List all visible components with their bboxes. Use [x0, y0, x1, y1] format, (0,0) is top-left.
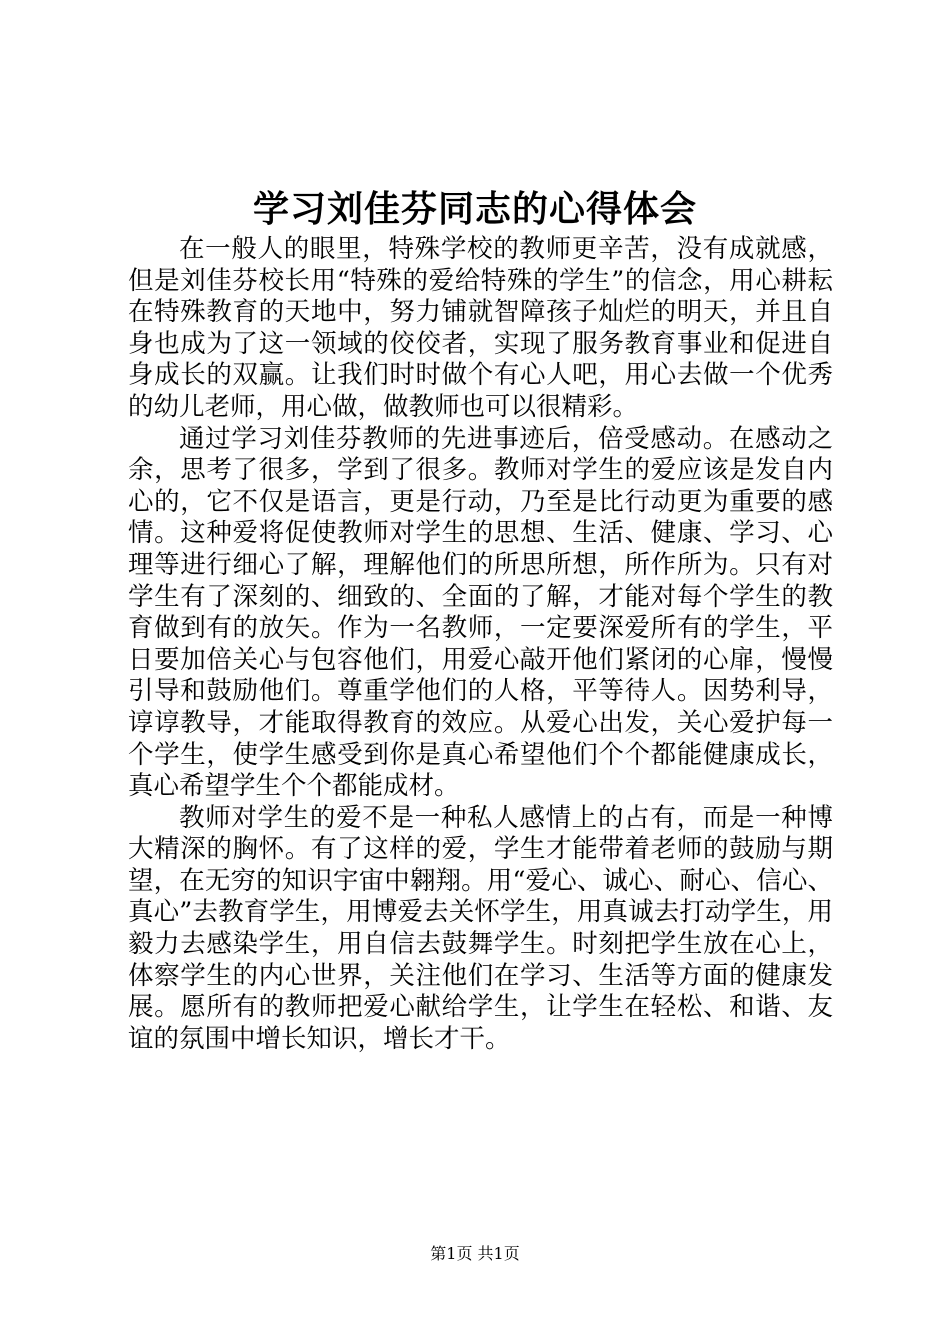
- paragraph-1: 在一般人的眼里，特殊学校的教师更辛苦，没有成就感，但是刘佳芬校长用“特殊的爱给特殊的学生”的信念，用心耕耘在特殊教育的天地中，努力铺就智障孩子灿烂的明天，并且自身也成为了这一领域的佼佼者，实现了服务教育事业和促进自身成长的双赢。让我们时时做个有心人吧，用心去做一个优秀的幼儿老师，用心做，做教师也可以很精彩。: [128, 234, 833, 422]
- paragraph-2: 通过学习刘佳芬教师的先进事迹后，倍受感动。在感动之余，思考了很多，学到了很多。教师对学生的爱应该是发自内心的，它不仅是语言，更是行动，乃至是比行动更为重要的感情。这种爱将促使教师对学生的思想、生活、健康、学习、心理等进行细心了解，理解他们的所思所想，所作所为。只有对学生有了深刻的、细致的、全面的了解，才能对每个学生的教育做到有的放矢。作为一名教师，一定要深爱所有的学生，平日要加倍关心与包容他们，用爱心敲开他们紧闭的心扉，慢慢引导和鼓励他们。尊重学他们的人格，平等待人。因势利导，谆谆教导，才能取得教育的效应。从爱心出发，关心爱护每一个学生，使学生感受到你是真心希望他们个个都能健康成长，真心希望学生个个都能成材。: [128, 423, 833, 802]
- document-body: [128, 234, 833, 1055]
- paragraph-3: 教师对学生的爱不是一种私人感情上的占有，而是一种博大精深的胸怀。有了这样的爱，学生才能带着老师的鼓励与期望，在无穷的知识宇宙中翱翔。用“爱心、诚心、耐心、信心、真心”去教育学生，用博爱去关怀学生，用真诚去打动学生，用毅力去感染学生，用自信去鼓舞学生。时刻把学生放在心上，体察学生的内心世界，关注他们在学习、生活等方面的健康发展。愿所有的教师把爱心献给学生，让学生在轻松、和谐、友谊的氛围中增长知识，增长才干。: [128, 802, 833, 1054]
- page-footer: 第1页 共1页: [430, 1244, 520, 1263]
- document-title: 学习刘佳芬同志的心得体会: [252, 188, 697, 230]
